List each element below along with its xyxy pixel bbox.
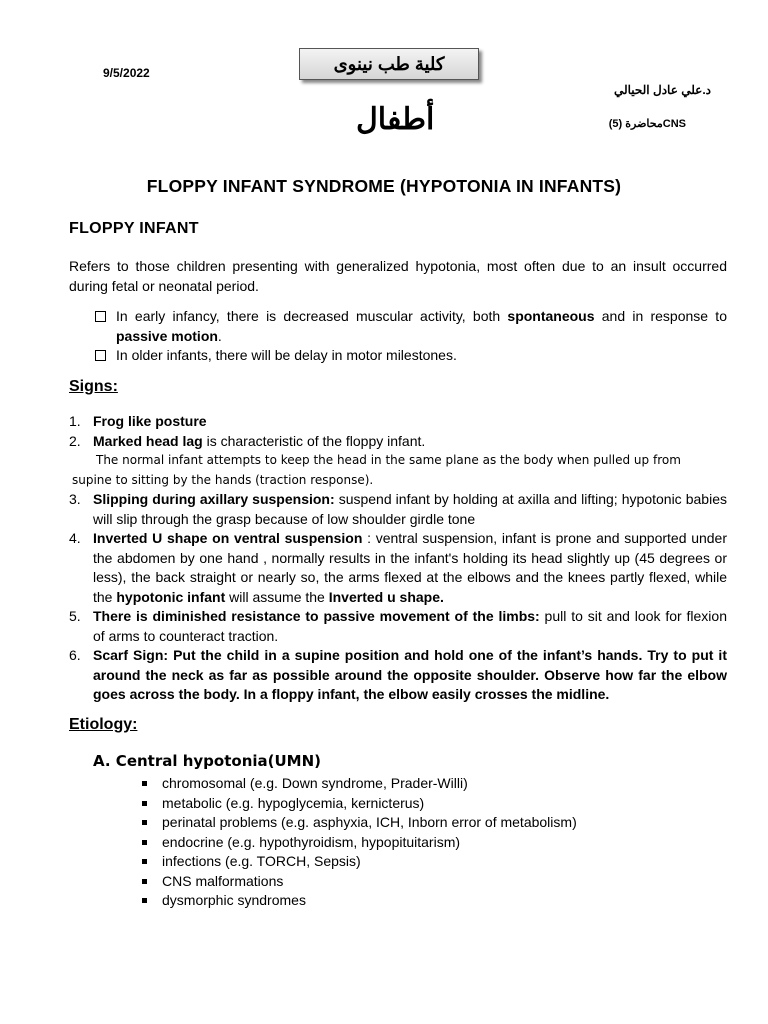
checkbox-list bbox=[93, 307, 727, 366]
list-item: In older infants, there will be delay in motor milestones. bbox=[93, 346, 727, 366]
square-bullet-icon bbox=[142, 781, 147, 786]
central-hypotonia-subheading: A. Central hypotonia(UMN) bbox=[93, 752, 322, 770]
square-bullet-icon bbox=[142, 898, 147, 903]
checkbox-bullet-icon bbox=[95, 311, 106, 322]
list-item: perinatal problems (e.g. asphyxia, ICH, Inborn error of metabolism) bbox=[142, 813, 577, 833]
square-bullet-icon bbox=[142, 820, 147, 825]
department-calligraphy: أطفال bbox=[356, 102, 435, 137]
square-bullet-icon bbox=[142, 879, 147, 884]
etiology-bullet-list bbox=[142, 774, 577, 911]
section-heading-floppy-infant: FLOPPY INFANT bbox=[69, 220, 199, 237]
square-bullet-icon bbox=[142, 801, 147, 806]
signs-heading: Signs: bbox=[69, 378, 118, 395]
list-item: 2. Marked head lag is characteristic of the floppy infant. The normal infant attempts to keep the head in the same plane as the body when pulled up from supine to sitting by the hands (traction response). bbox=[69, 432, 727, 491]
doctor-name: د.علي عادل الحيالي bbox=[613, 83, 711, 97]
college-name-box: كلية طب نينوى bbox=[299, 48, 479, 80]
list-item: metabolic (e.g. hypoglycemia, kernicterus) bbox=[142, 794, 577, 814]
lecture-number: محاضرة (5)CNS bbox=[608, 118, 686, 130]
lecture-date: 9/5/2022 bbox=[103, 66, 150, 80]
list-item: 4. Inverted U shape on ventral suspension : ventral suspension, infant is prone and supported under the abdomen by one hand , normally results in the infant's holding its head slightly up (45 degrees or less), the back straight or nearly so, the arms flexed at the elbows and the knees partly flexed, while the hypotonic infant will assume the Inverted u shape. bbox=[69, 530, 727, 605]
list-item: chromosomal (e.g. Down syndrome, Prader-Willi) bbox=[142, 774, 577, 794]
list-item: 6. Scarf Sign: Put the child in a supine position and hold one of the infant’s hands. Try to put it around the neck as far as possible around the opposite shoulder. Observe how far the elbow goes across the body. In a floppy infant, the elbow easily crosses the midline. bbox=[69, 647, 727, 702]
list-item: 3. Slipping during axillary suspension: suspend infant by holding at axilla and lifting; hypotonic babies will slip through the grasp because of low shoulder girdle tone bbox=[69, 491, 727, 527]
traction-note: The normal infant attempts to keep the head in the same plane as the body when pulled up from supine to sitting by the hands (traction response). bbox=[72, 453, 681, 487]
etiology-heading: Etiology: bbox=[69, 716, 138, 733]
list-item: dysmorphic syndromes bbox=[142, 891, 577, 911]
square-bullet-icon bbox=[142, 859, 147, 864]
square-bullet-icon bbox=[142, 840, 147, 845]
list-item: 5. There is diminished resistance to passive movement of the limbs: pull to sit and look for flexion of arms to counteract traction. bbox=[69, 608, 727, 644]
checkbox-bullet-icon bbox=[95, 350, 106, 361]
page-title: FLOPPY INFANT SYNDROME (HYPOTONIA IN INFANTS) bbox=[146, 176, 622, 196]
list-item: 1. Frog like posture bbox=[69, 413, 207, 429]
intro-paragraph: Refers to those children presenting with generalized hypotonia, most often due to an insult occurred during fetal or neonatal period. bbox=[69, 258, 727, 294]
list-item: infections (e.g. TORCH, Sepsis) bbox=[142, 852, 577, 872]
list-item: In early infancy, there is decreased muscular activity, both spontaneous and in response to passive motion. bbox=[93, 307, 727, 346]
signs-list bbox=[69, 412, 727, 705]
list-item: endocrine (e.g. hypothyroidism, hypopituitarism) bbox=[142, 833, 577, 853]
list-item: CNS malformations bbox=[142, 872, 577, 892]
